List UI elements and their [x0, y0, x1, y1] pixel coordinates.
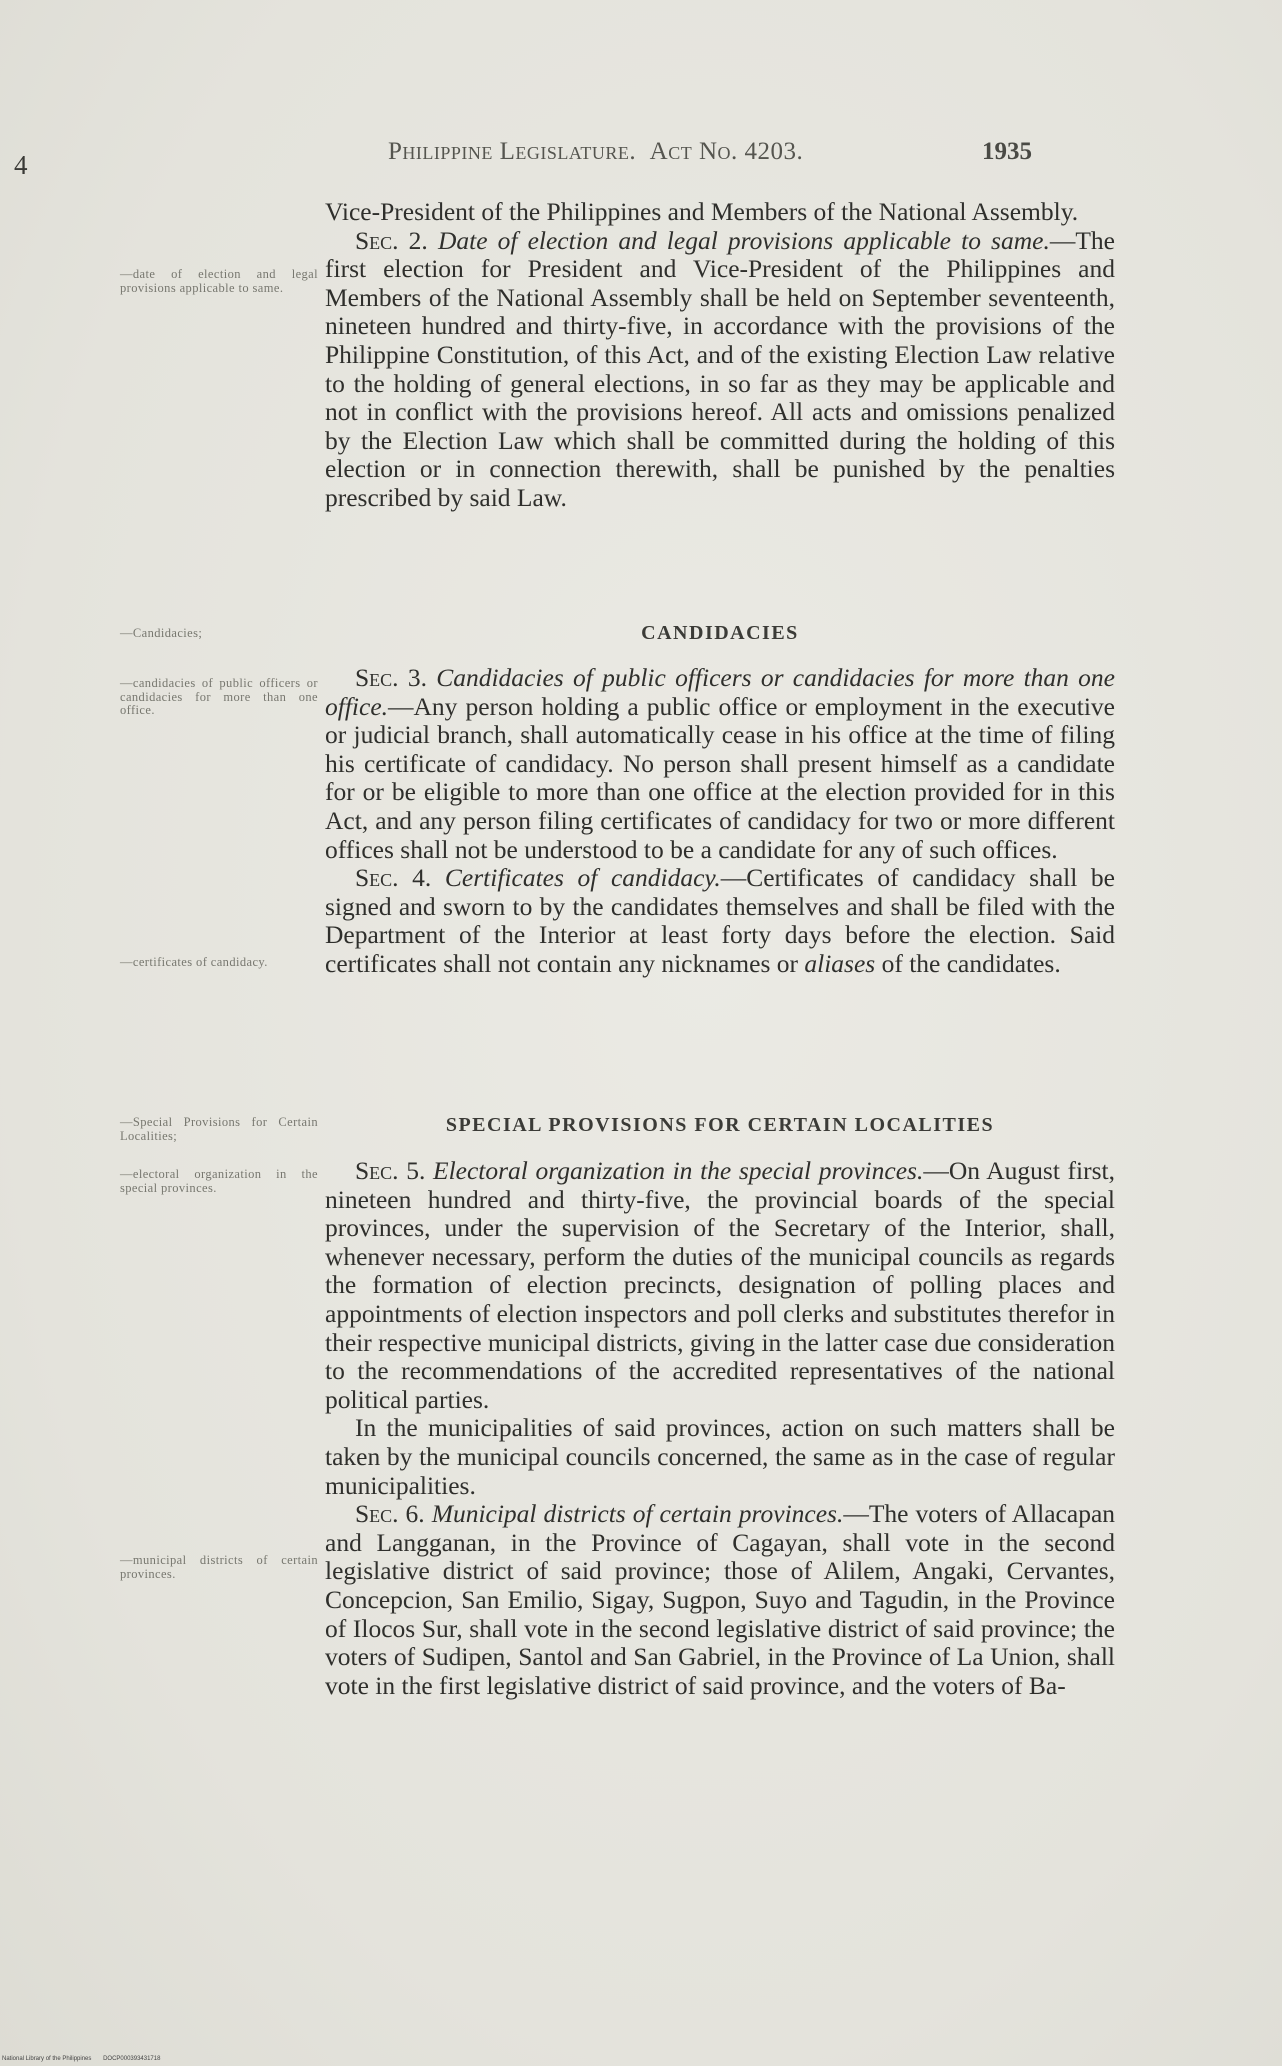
section-4-text: —Certificates of candidacy shall be signed and sworn to by the candidates themselves and shall be filed with the Department of the Interior at least forty days before the election. Said certificates shall not contain any nicknames or	[325, 863, 1115, 978]
section-3-text: —Any person holding a public office or employment in the executive or judicial branch, shall automatically cease in his office at the time of filing his certificate of candidacy. No person shall present himself as a candidate for or be eligible to more than one office at the election provided for in this Act, and any person filing certificates of candidacy for two or more different offices shall not be understood to be a candidate for any of such offices.	[325, 691, 1115, 864]
section-6-label: Sec. 6.	[355, 1499, 425, 1529]
section-4-title: Certificates of candidacy.	[444, 863, 721, 893]
section-3	[325, 664, 1115, 864]
publication-title: Philippine Legislature.	[388, 138, 637, 165]
section-6-title: Municipal districts of certain provinces.	[431, 1499, 844, 1529]
footer	[2, 2056, 170, 2062]
body-block-3	[325, 1157, 1115, 1700]
page-number: 4	[14, 150, 28, 180]
section-4-label: Sec. 4.	[355, 863, 432, 893]
section-2-title: Date of election and legal provisions applicable to same.	[437, 225, 1050, 255]
margin-note-municipal-districts: —municipal districts of certain provinces.	[120, 1553, 318, 1581]
section-5-title: Electoral organization in the special provinces.	[433, 1156, 924, 1185]
section-4	[325, 864, 1115, 978]
year: 1935	[982, 138, 1032, 165]
section-5	[325, 1157, 1115, 1414]
footer-id: DOCP000393431718	[103, 2056, 161, 2062]
section-5-text: —On August first, nineteen hundred and thirty-five, the provincial boards of the special provinces, under the supervision of the Secretary of the Interior, shall, whenever necessary, perform the duties of the municipal councils as regards the formation of election precincts, designation of polling places and appointments of election inspectors and poll clerks and substitutes therefor in their respective municipal districts, giving in the latter case due consideration to the recommendations of the accredited representatives of the national political parties.	[325, 1156, 1116, 1414]
margin-note-candidacies-public: —candidacies of public officers or candidacies for more than one office.	[120, 676, 318, 717]
section-2-text: —The first election for President and Vice-President of the Philippines and Members of the National Assembly shall be held on September seventeenth, nineteen hundred and thirty-five, in accordance with the provisions of the Philippine Constitution, of this Act, and of the existing Election Law relative to the holding of general elections, in so far as they may be applicable and not in conflict with the provisions hereof. All acts and omissions penalized by the Election Law which shall be committed during the holding of this election or in connection therewith, shall be punished by the penalties prescribed by said Law.	[325, 225, 1115, 512]
body-block-1	[325, 198, 1115, 513]
section-3-label: Sec. 3.	[355, 663, 427, 692]
heading-special-provisions: SPECIAL PROVISIONS FOR CERTAIN LOCALITIES	[445, 1114, 995, 1136]
section-6	[325, 1500, 1115, 1700]
margin-note-candidacies: —Candidacies;	[120, 626, 203, 640]
section-3-title: Candidacies of public officers or candidacies for more than one office.	[325, 663, 1115, 721]
running-head	[388, 138, 803, 166]
section-4-aliases: aliases	[804, 948, 876, 978]
section-6-text: —The voters of Allacapan and Langganan, in the Province of Cagayan, shall vote in the second legislative district of said province; those of Alilem, Angaki, Cervantes, Concepcion, San Emilio, Sigay, Sugpon, Suyo and Tagudin, in the Province of Ilocos Sur, shall vote in the second legislative district of said province; the voters of Sudipen, Santol and San Gabriel, in the Province of La Union, shall vote in the first legislative district of said province, and the voters of Ba-	[325, 1499, 1116, 1700]
margin-note-electoral-organization: —electoral organization in the special provinces.	[120, 1167, 318, 1195]
body-block-2	[325, 664, 1115, 979]
continuation-text: Vice-President of the Philippines and Members of the National Assembly.	[325, 197, 1079, 226]
margin-note-special-provisions: —Special Provisions for Certain Localities;	[120, 1115, 318, 1143]
section-5-paragraph-2: In the municipalities of said provinces, action on such matters shall be taken by the municipal councils concerned, the same as in the case of regular municipalities.	[325, 1413, 1115, 1500]
section-2	[325, 227, 1115, 513]
act-number: Act No. 4203.	[649, 138, 804, 165]
section-4-text-end: of the candidates.	[881, 948, 1061, 978]
section-5-label: Sec. 5.	[355, 1156, 426, 1185]
margin-note-date-of-election: —date of election and legal provisions applicable to same.	[120, 267, 318, 295]
margin-note-certificates: —certificates of candidacy.	[120, 955, 268, 969]
footer-library: National Library of the Philippines	[2, 2056, 92, 2062]
heading-candidacies: CANDIDACIES	[641, 622, 799, 644]
section-2-label: Sec. 2.	[355, 225, 428, 255]
